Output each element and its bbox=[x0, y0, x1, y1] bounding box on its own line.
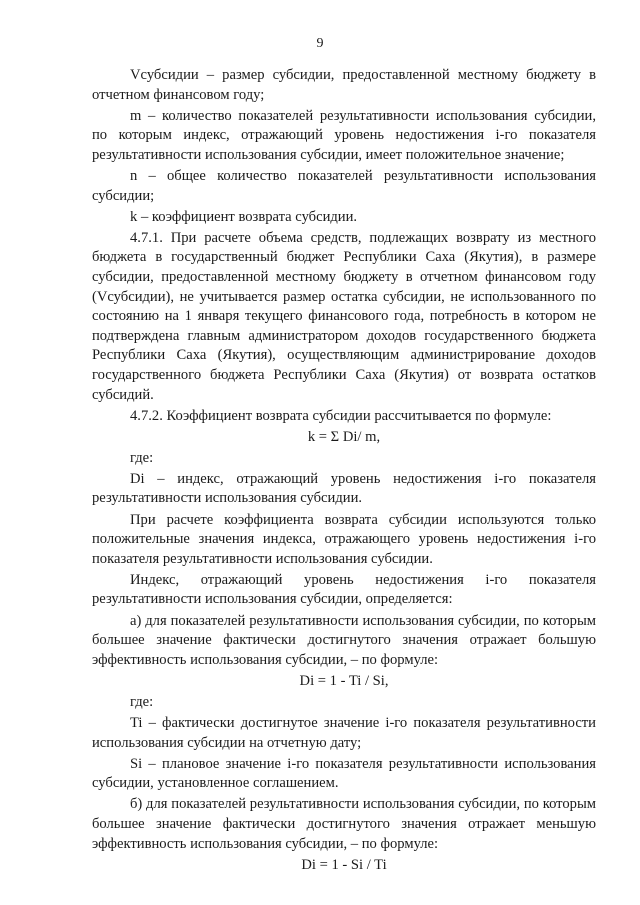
paragraph-case-a: а) для показателей результативности использования субсидии, по которым большее значение фактически достигнутого значения отражает большую эффективность использования субсидии, – по формуле: bbox=[92, 612, 596, 668]
page-number: 9 bbox=[316, 36, 324, 51]
paragraph-n-definition: n – общее количество показателей результативности использования субсидии; bbox=[92, 167, 596, 204]
paragraph-di-definition: Di – индекс, отражающий уровень недостижения i-го показателя результативности использования субсидии. bbox=[92, 470, 596, 507]
paragraph-m-definition: m – количество показателей результативности использования субсидии, по которым индекс, отражающий уровень недостижения i-го показателя результативности использования субсидии, имеет положительное значение; bbox=[92, 107, 596, 163]
paragraph-v-subsidy-definition: Vсубсидии – размер субсидии, предоставленной местному бюджету в отчетном финансовом году; bbox=[92, 67, 596, 103]
formula-di-b: Di = 1 - Si / Ti bbox=[301, 856, 387, 873]
formula-di-a: Di = 1 - Ti / Si, bbox=[299, 672, 389, 689]
paragraph-ti-definition: Ti – фактически достигнутое значение i-го показателя результативности использования субсидии на отчетную дату; bbox=[92, 715, 596, 751]
paragraph-si-definition: Si – плановое значение i-го показателя результативности использования субсидии, установленное соглашением. bbox=[92, 755, 596, 792]
paragraph-positive-values: При расчете коэффициента возврата субсидии используются только положительные значения индекса, отражающего уровень недостижения i-го показателя результативности использования субсидии. bbox=[92, 511, 596, 567]
paragraph-index-determined: Индекс, отражающий уровень недостижения i-го показателя результативности использования субсидии, определяется: bbox=[92, 571, 596, 608]
paragraph-where-2: где: bbox=[130, 693, 154, 710]
document-body bbox=[92, 66, 596, 877]
paragraph-k-definition: k – коэффициент возврата субсидии. bbox=[130, 208, 358, 225]
formula-k: k = Σ Di/ m, bbox=[307, 428, 381, 445]
paragraph-where-1: где: bbox=[130, 449, 154, 466]
paragraph-case-b: б) для показателей результативности использования субсидии, по которым большее значение фактически достигнутого значения отражает меньшую эффективность использования субсидии, – по формуле: bbox=[92, 796, 596, 852]
paragraph-4-7-1: 4.7.1. При расчете объема средств, подлежащих возврату из местного бюджета в государственный бюджет Республики Саха (Якутия), в размере субсидии, предоставленной местному бюджету в отчетном финансовом году (Vсубсидии), не учитывается размер остатка субсидии, не использованного по состоянию на 1 января текущего финансового года, потребность в котором не подтверждена главным администратором доходов государственного бюджета Республики Саха (Якутия), осуществляющим администрирование доходов государственного бюджета Республики Саха (Якутия) от возврата остатков субсидий. bbox=[92, 229, 596, 403]
paragraph-4-7-2: 4.7.2. Коэффициент возврата субсидии рассчитывается по формуле: bbox=[130, 407, 552, 424]
